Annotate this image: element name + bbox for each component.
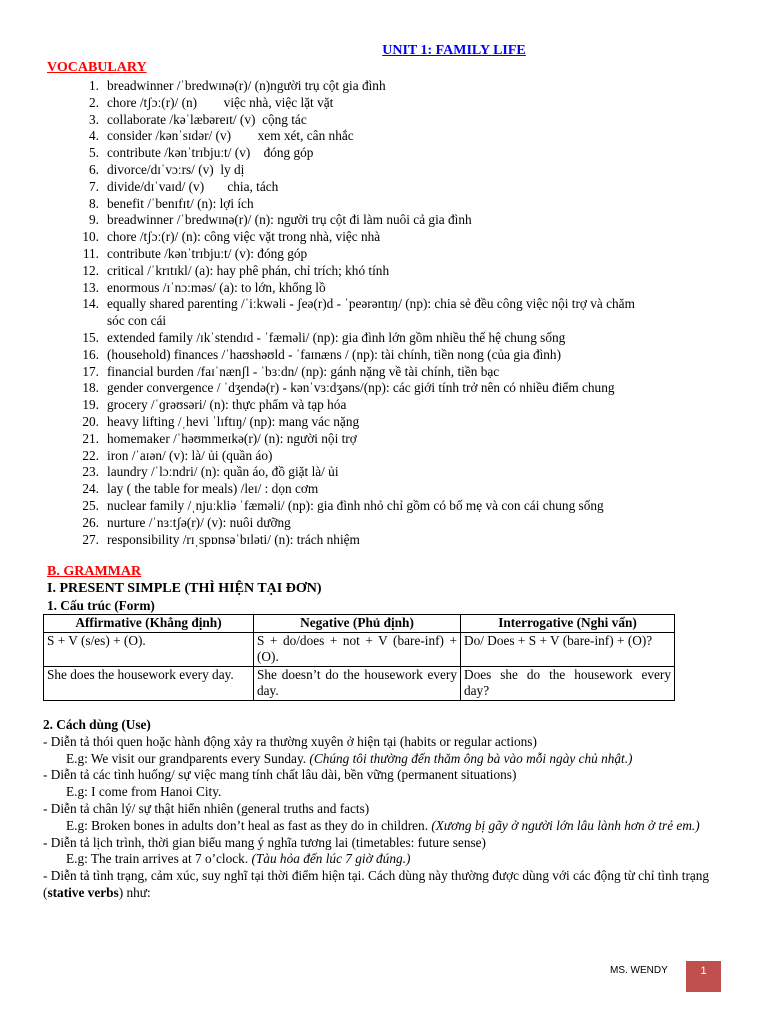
list-item-number: 2. (89, 94, 99, 110)
list-item-number: 24. (82, 481, 99, 497)
list-item-number: 22. (82, 447, 99, 463)
vocabulary-heading: VOCABULARY (47, 60, 147, 75)
list-item-text: contribute /kənˈtrɪbjuːt/ (v): đóng góp (107, 245, 308, 261)
list-item-number: 1. (89, 78, 99, 93)
list-item-number: 25. (82, 497, 99, 513)
use-example: E.g: We visit our grandparents every Sunday. (Chúng tôi thường đến thăm ông bà vào mỗi ngày chủ nhật.) (66, 750, 633, 766)
use-example: E.g: I come from Hanoi City. (66, 784, 222, 800)
list-item-text: homemaker /ˈhəʊmmeɪkə(r)/ (n): người nội trợ (107, 430, 357, 446)
table-cell: Does she do the housework every day? (461, 666, 675, 700)
table-cell: She does the housework every day. (44, 666, 254, 700)
list-item-number: 5. (89, 145, 99, 161)
table-header: Affirmative (Khẳng định) (44, 615, 254, 633)
list-item (47, 162, 727, 179)
list-item-number: 7. (89, 178, 99, 194)
use-example: E.g: Broken bones in adults don’t heal as fast as they do in children. (Xương bị gãy ở người lớn lâu lành hơn ở trẻ em.) (66, 817, 700, 833)
vocabulary-list (47, 78, 727, 548)
list-item-text: benefit /ˈbenɪfɪt/ (n): lợi ích (107, 195, 254, 211)
list-item (47, 448, 727, 465)
list-item (47, 212, 727, 229)
use-description: - Diễn tả lịch trình, thời gian biểu mang ý nghĩa tương lai (timetables: future sense) (43, 834, 486, 850)
list-item-number: 20. (82, 413, 99, 429)
list-item (47, 414, 727, 431)
table-cell: S + V (s/es) + (O). (44, 632, 254, 666)
list-item-number: 9. (89, 212, 99, 228)
grammar-heading: B. GRAMMAR (47, 564, 142, 579)
list-item-text: breadwinner /ˈbredwɪnə(r)/ (n): người trụ cột đi làm nuôi cả gia đình (107, 212, 472, 228)
use-description: - Diễn tả chân lý/ sự thật hiển nhiên (general truths and facts) (43, 800, 370, 816)
use-example: E.g: The train arrives at 7 o’clock. (Tàu hỏa đến lúc 7 giờ đúng.) (66, 851, 411, 867)
list-item-number: 13. (82, 279, 99, 295)
list-item-text: chore /tʃɔː(r)/ (n): công việc vặt trong nhà, việc nhà (107, 229, 381, 245)
list-item-number: 23. (82, 464, 99, 480)
list-item (47, 532, 727, 549)
use-description: - Diễn tả các tình huống/ sự việc mang tính chất lâu dài, bền vững (permanent situations) (43, 767, 517, 783)
page-number: 1 (686, 961, 721, 992)
list-item (47, 78, 727, 95)
list-item-text: laundry /ˈlɔːndri/ (n): quần áo, đồ giặt là/ ủi (107, 464, 339, 480)
list-item (47, 179, 727, 196)
list-item-text: chore /tʃɔː(r)/ (n) việc nhà, việc lặt vặt (107, 94, 334, 110)
footer-author: MS. WENDY (610, 965, 668, 976)
table-cell: S + do/does + not + V (bare-inf) + (O). (254, 632, 461, 666)
list-item-number: 15. (82, 329, 99, 345)
list-item-text: breadwinner /ˈbredwɪnə(r)/ (n)người trụ cột gia đình (107, 78, 386, 93)
list-item-number: 12. (82, 262, 99, 278)
list-item (47, 380, 727, 397)
list-item (47, 296, 727, 330)
list-item (47, 280, 727, 297)
list-item-text: grocery /ˈɡrəʊsəri/ (n): thực phẩm và tạp hóa (107, 397, 347, 413)
list-item-text: gender convergence / ˈdʒendə(r) - kənˈvɜːdʒəns/(np): các giới tính trở nên có nhiều điểm chung (107, 380, 615, 396)
list-item-text: divide/dɪˈvaɪd/ (v) chia, tách (107, 178, 279, 194)
list-item-text: extended family /ɪkˈstendɪd - ˈfæməli/ (np): gia đình lớn gồm nhiều thế hệ chung sống (107, 329, 566, 345)
list-item-number: 11. (82, 245, 99, 261)
list-item (47, 515, 727, 532)
list-item-number: 18. (82, 380, 99, 396)
table-row (44, 632, 675, 666)
list-item-text: responsibility /rɪˌspɒnsəˈbɪləti/ (n): trách nhiệm (107, 531, 360, 547)
list-item-number: 10. (82, 229, 99, 245)
list-item (47, 364, 727, 381)
list-item-number: 16. (82, 346, 99, 362)
table-header: Negative (Phủ định) (254, 615, 461, 633)
use-heading: 2. Cách dùng (Use) (43, 717, 151, 732)
list-item-text: lay ( the table for meals) /leɪ/ : dọn cơm (107, 481, 319, 497)
list-item (47, 145, 727, 162)
form-table (43, 614, 675, 701)
list-item-text: nuclear family /ˌnjuːkliə ˈfæməli/ (np): gia đình nhỏ chỉ gồm có bố mẹ và con cái chung sống (107, 497, 604, 513)
table-cell: She doesn’t do the housework every day. (254, 666, 461, 700)
grammar-title: I. PRESENT SIMPLE (THÌ HIỆN TẠI ĐƠN) (47, 581, 322, 596)
list-item-text: nurture /ˈnɜːtʃə(r)/ (v): nuôi dưỡng (107, 514, 291, 530)
list-item-number: 4. (89, 128, 99, 144)
list-item-number: 14. (82, 296, 99, 312)
list-item (47, 263, 727, 280)
use-description: - Diễn tả tình trạng, cảm xúc, suy nghĩ tại thời điểm hiện tại. Cách dùng này thường được dùng với các động từ chỉ tình trạng (stative verbs) như: (43, 868, 710, 900)
list-item (47, 431, 727, 448)
table-cell: Do/ Does + S + V (bare-inf) + (O)? (461, 632, 675, 666)
list-item-text: critical /ˈkrɪtɪkl/ (a): hay phê phán, chỉ trích; khó tính (107, 262, 390, 278)
list-item-number: 27. (82, 531, 99, 547)
list-item-text: divorce/dɪˈvɔːrs/ (v) ly dị (107, 161, 245, 177)
list-item (47, 95, 727, 112)
list-item-number: 19. (82, 397, 99, 413)
list-item-text: financial burden /faɪˈnænʃl - ˈbɜːdn/ (np): gánh nặng về tài chính, tiền bạc (107, 363, 500, 379)
table-row (44, 666, 675, 700)
list-item-number: 26. (82, 514, 99, 530)
list-item (47, 112, 727, 129)
use-section (43, 717, 723, 902)
list-item-text: collaborate /kəˈlæbəreɪt/ (v) cộng tác (107, 111, 307, 127)
list-item (47, 397, 727, 414)
list-item (47, 481, 727, 498)
list-item (47, 498, 727, 515)
table-header: Interrogative (Nghi vấn) (461, 615, 675, 633)
list-item-text: heavy lifting /ˌhevi ˈlɪftɪŋ/ (np): mang vác nặng (107, 413, 360, 429)
list-item (47, 347, 727, 364)
list-item-number: 8. (89, 195, 99, 211)
list-item-number: 21. (82, 430, 99, 446)
list-item-text: iron /ˈaɪən/ (v): là/ ủi (quần áo) (107, 447, 273, 463)
list-item-text: consider /kənˈsɪdər/ (v) xem xét, cân nhắc (107, 128, 354, 144)
list-item-text: (household) finances /ˈhaʊshəʊld - ˈfaɪnæns / (np): tài chính, tiền nong (của gia đình) (107, 346, 562, 362)
list-item-text: equally shared parenting /ˈiːkwəli - ʃeə(r)d - ˈpeərəntɪŋ/ (np): chia sẻ đều công việc nội trợ và chăm sóc con cái (107, 296, 635, 329)
list-item (47, 330, 727, 347)
list-item (47, 464, 727, 481)
list-item-number: 17. (82, 363, 99, 379)
list-item (47, 196, 727, 213)
list-item (47, 128, 727, 145)
list-item-text: contribute /kənˈtrɪbjuːt/ (v) đóng góp (107, 145, 314, 161)
list-item-number: 3. (89, 111, 99, 127)
list-item-text: enormous /ɪˈnɔːməs/ (a): to lớn, khổng lồ (107, 279, 326, 295)
list-item (47, 229, 727, 246)
use-description: - Diễn tả thói quen hoặc hành động xảy ra thường xuyên ở hiện tại (habits or regular actions) (43, 733, 537, 749)
list-item-number: 6. (89, 161, 99, 177)
unit-title: UNIT 1: FAMILY LIFE (382, 43, 526, 58)
list-item (47, 246, 727, 263)
form-heading: 1. Cấu trúc (Form) (47, 598, 155, 613)
